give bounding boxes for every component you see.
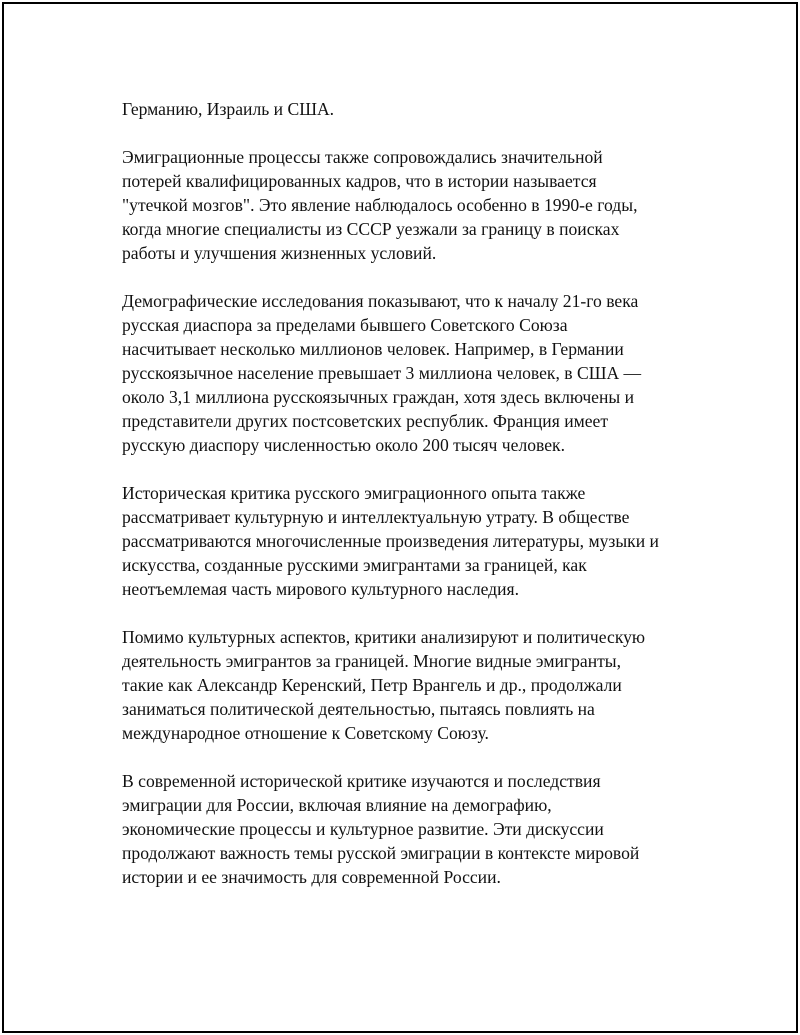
- text-line: когда многие специалисты из СССР уезжали за границу в поисках: [122, 219, 620, 239]
- text-line: "утечкой мозгов". Это явление наблюдалось особенно в 1990-е годы,: [122, 195, 638, 215]
- text-line: потерей квалифицированных кадров, что в истории называется: [122, 171, 597, 191]
- text-line: экономические процессы и культурное развитие. Эти дискуссии: [122, 819, 604, 839]
- text-line: деятельность эмигрантов за границей. Многие видные эмигранты,: [122, 651, 622, 671]
- text-line: истории и ее значимость для современной России.: [122, 867, 501, 887]
- text-line: неотъемлемая часть мирового культурного наследия.: [122, 579, 520, 599]
- paragraph: [122, 769, 722, 889]
- text-line: Эмиграционные процессы также сопровождались значительной: [122, 147, 603, 167]
- text-line: представители других постсоветских республик. Франция имеет: [122, 411, 609, 431]
- text-line: русская диаспора за пределами бывшего Советского Союза: [122, 315, 568, 335]
- text-line: В современной исторической критике изучаются и последствия: [122, 771, 601, 791]
- text-line: около 3,1 миллиона русскоязычных граждан, хотя здесь включены и: [122, 387, 635, 407]
- text-line: работы и улучшения жизненных условий.: [122, 243, 437, 263]
- text-line: русскую диаспору численностью около 200 тысяч человек.: [122, 435, 565, 455]
- text-line: искусства, созданные русскими эмигрантами за границей, как: [122, 555, 587, 575]
- text-line: рассматриваются многочисленные произведения литературы, музыки и: [122, 531, 659, 551]
- paragraph: [122, 289, 722, 457]
- text-line: Помимо культурных аспектов, критики анализируют и политическую: [122, 627, 646, 647]
- page-frame: [2, 2, 798, 1033]
- text-line: заниматься политической деятельностью, пытаясь повлиять на: [122, 699, 595, 719]
- text-line: эмиграции для России, включая влияние на демографию,: [122, 795, 552, 815]
- paragraph: [122, 97, 722, 121]
- text-line: рассматривает культурную и интеллектуальную утрату. В обществе: [122, 507, 630, 527]
- document-body: [122, 97, 722, 913]
- paragraph: [122, 625, 722, 745]
- text-line: международное отношение к Советскому Союзу.: [122, 723, 489, 743]
- text-line: русскоязычное население превышает 3 миллиона человек, в США —: [122, 363, 642, 383]
- text-line: Историческая критика русского эмиграционного опыта также: [122, 483, 586, 503]
- text-line: насчитывает несколько миллионов человек. Например, в Германии: [122, 339, 624, 359]
- text-line: такие как Александр Керенский, Петр Врангель и др., продолжали: [122, 675, 622, 695]
- paragraph: [122, 481, 722, 601]
- paragraph: [122, 145, 722, 265]
- text-line: продолжают важность темы русской эмиграции в контексте мировой: [122, 843, 640, 863]
- text-line: Германию, Израиль и США.: [122, 99, 335, 119]
- text-line: Демографические исследования показывают, что к началу 21-го века: [122, 291, 639, 311]
